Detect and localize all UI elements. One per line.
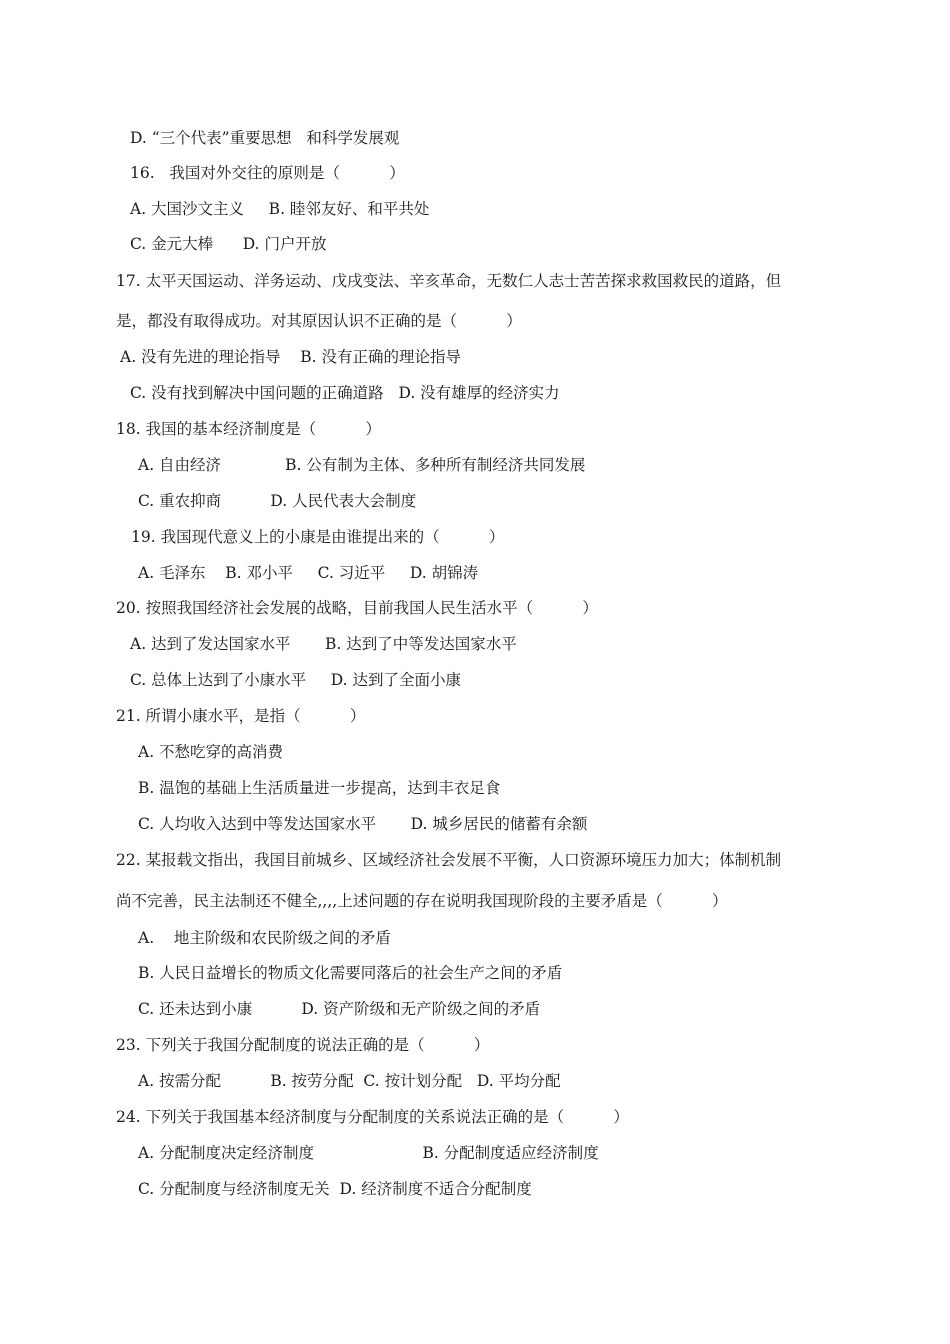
question-line: 16. 我国对外交往的原则是（ ）: [130, 164, 405, 182]
option-line: C. 分配制度与经济制度无关 D. 经济制度不适合分配制度: [138, 1180, 532, 1198]
option-line: C. 总体上达到了小康水平 D. 达到了全面小康: [130, 671, 462, 689]
option-line: A. 大国沙文主义 B. 睦邻友好、和平共处: [130, 200, 430, 218]
question-line: 22. 某报载文指出，我国目前城乡、区域经济社会发展不平衡，人口资源环境压力加大；体制机制: [116, 851, 782, 869]
option-line: C. 没有找到解决中国问题的正确道路 D. 没有雄厚的经济实力: [130, 384, 560, 402]
option-line: A. 不愁吃穿的高消费: [138, 743, 284, 761]
question-line: 17. 太平天国运动、洋务运动、戊戌变法、辛亥革命，无数仁人志士苦苦探求救国救民的道路，但: [116, 272, 782, 290]
option-line: A. 毛泽东 B. 邓小平 C. 习近平 D. 胡锦涛: [138, 564, 479, 582]
question-line: 24. 下列关于我国基本经济制度与分配制度的关系说法正确的是（ ）: [116, 1108, 629, 1126]
question-line: 20. 按照我国经济社会发展的战略，目前我国人民生活水平（ ）: [116, 599, 598, 617]
option-line: C. 金元大棒 D. 门户开放: [130, 235, 327, 253]
question-line: 18. 我国的基本经济制度是（ ）: [116, 420, 381, 438]
option-line: A. 自由经济 B. 公有制为主体、多种所有制经济共同发展: [138, 456, 586, 474]
option-line: A. 达到了发达国家水平 B. 达到了中等发达国家水平: [130, 635, 517, 653]
option-line: C. 重农抑商 D. 人民代表大会制度: [138, 492, 417, 510]
option-line: A. 地主阶级和农民阶级之间的矛盾: [138, 929, 391, 947]
option-line: B. 温饱的基础上生活质量进一步提高，达到丰衣足食: [138, 779, 501, 797]
question-line: 19. 我国现代意义上的小康是由谁提出来的（ ）: [131, 528, 505, 546]
option-line: A. 没有先进的理论指导 B. 没有正确的理论指导: [120, 348, 462, 366]
option-line: B. 人民日益增长的物质文化需要同落后的社会生产之间的矛盾: [138, 964, 563, 982]
option-line: C. 还未达到小康 D. 资产阶级和无产阶级之间的矛盾: [138, 1000, 541, 1018]
question-line: 23. 下列关于我国分配制度的说法正确的是（ ）: [116, 1036, 490, 1054]
option-line: A. 按需分配 B. 按劳分配 C. 按计划分配 D. 平均分配: [138, 1072, 561, 1090]
option-line: D. “三个代表”重要思想 和科学发展观: [130, 129, 400, 147]
question-line: 21. 所谓小康水平，是指（ ）: [116, 707, 366, 725]
question-line: 是，都没有取得成功。对其原因认识不正确的是（ ）: [116, 312, 522, 330]
question-line: 尚不完善，民主法制还不健全,,,,上述问题的存在说明我国现阶段的主要矛盾是（ ）: [116, 892, 728, 910]
option-line: A. 分配制度决定经济制度 B. 分配制度适应经济制度: [138, 1144, 599, 1162]
option-line: C. 人均收入达到中等发达国家水平 D. 城乡居民的储蓄有余额: [138, 815, 588, 833]
